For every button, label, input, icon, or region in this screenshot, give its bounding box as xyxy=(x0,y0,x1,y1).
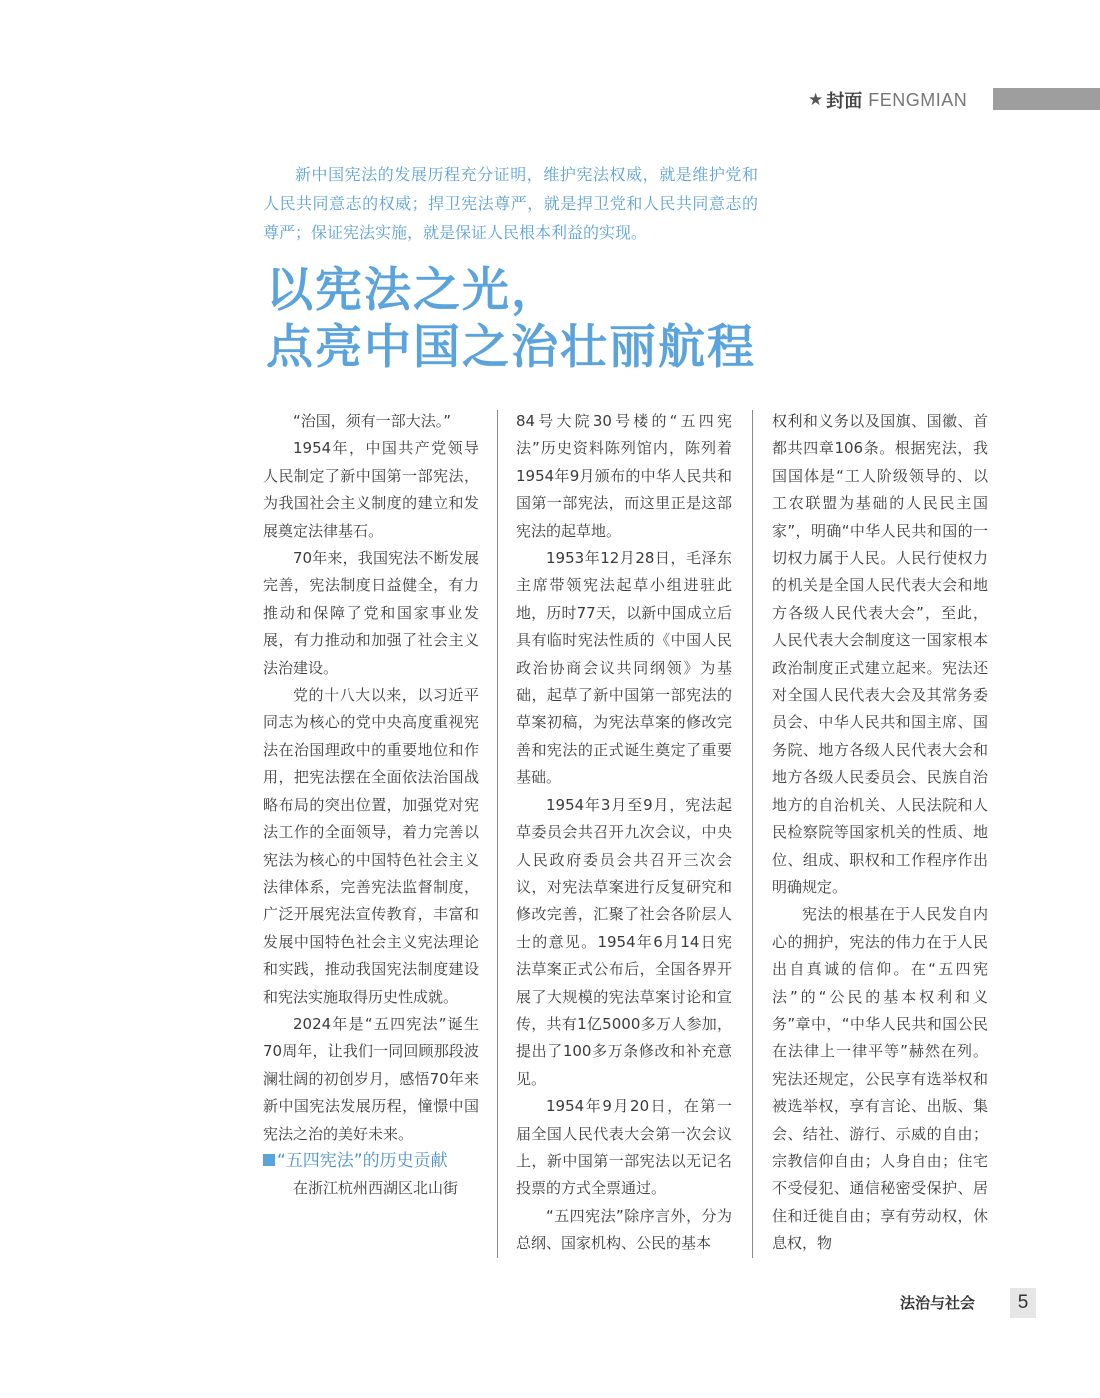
paragraph: 在浙江杭州西湖区北山街 xyxy=(293,1179,459,1198)
lead-text: 新中国宪法的发展历程充分证明，维护宪法权威，就是维护党和人民共同意志的权威；捍卫宪法尊严，就是捍卫党和人民共同意志的尊严；保证宪法实施，就是保证人民根本利益的实现。 xyxy=(263,165,758,242)
header-decor-bar xyxy=(993,88,1100,110)
title-line-2: 点亮中国之治壮丽航程 xyxy=(266,320,756,375)
section-header xyxy=(808,88,967,112)
subheading-text: “五四宪法”的历史贡献 xyxy=(277,1150,448,1171)
column-2 xyxy=(516,408,732,1258)
magazine-name: 法治与社会 xyxy=(900,1294,976,1312)
column-3 xyxy=(772,408,988,1258)
paragraph: 70年来，我国宪法不断发展完善，宪法制度日益健全，有力推动和保障了党和国家事业发展，有力推动和加强了社会主义法治建设。 xyxy=(263,549,479,677)
square-bullet-icon xyxy=(263,1154,275,1166)
paragraph-continued: 84号大院30号楼的“五四宪法”历史资料陈列馆内，陈列着1954年9月颁布的中华人民共和国第一部宪法，而这里正是这部宪法的起草地。 xyxy=(516,412,732,540)
lead-paragraph xyxy=(263,160,758,247)
section-subheading xyxy=(263,1148,479,1175)
paragraph: “治国，须有一部大法。” xyxy=(293,412,452,430)
title-line-1: 以宪法之光， xyxy=(266,263,560,318)
column-divider xyxy=(497,410,498,1258)
paragraph: 1954年3月至9月，宪法起草委员会共召开九次会议，中央人民政府委员会共召开三次会议，对宪法草案进行反复研究和修改完善，汇聚了社会各阶层人士的意见。1954年6月14日宪法草案正式公布后，全国各界开展了大规模的宪法草案讨论和宣传，共有1亿5000多万人参加，提出了100多万条修改和补充意见。 xyxy=(516,795,732,1088)
paragraph: 2024年是“五四宪法”诞生70周年，让我们一同回顾那段波澜壮阔的初创岁月，感悟70年来新中国宪法发展历程，憧憬中国宪法之治的美好未来。 xyxy=(263,1014,479,1143)
paragraph-continued: 权利和义务以及国旗、国徽、首都共四章106条。根据宪法，我国国体是“工人阶级领导的、以工农联盟为基础的人民民主国家”，明确“中华人民共和国的一切权力属于人民。人民行使权力的机关是全国人民代表大会和地方各级人民代表大会”，至此，人民代表大会制度这一国家根本政治制度正式建立起来。宪法还对全国人民代表大会及其常务委员会、中华人民共和国主席、国务院、地方各级人民代表大会和地方各级人民委员会、民族自治地方的自治机关、人民法院和人民检察院等国家机关的性质、地位、组成、职权和工作程序作出明确规定。 xyxy=(772,412,988,896)
page-number: 5 xyxy=(1010,1288,1036,1318)
paragraph: 1954年，中国共产党领导人民制定了新中国第一部宪法，为我国社会主义制度的建立和发展奠定法律基石。 xyxy=(263,439,479,540)
column-1 xyxy=(263,408,479,1203)
section-name-en: FENGMIAN xyxy=(868,89,968,110)
column-divider xyxy=(752,410,753,1258)
paragraph: 宪法的根基在于人民发自内心的拥护，宪法的伟力在于人民出自真诚的信仰。在“五四宪法”的“公民的基本权利和义务”章中，“中华人民共和国公民在法律上一律平等”赫然在列。宪法还规定，公民享有选举权和被选举权，享有言论、出版、集会、结社、游行、示威的自由；宗教信仰自由；人身自由；住宅不受侵犯、通信秘密受保护、居住和迁徙自由；享有劳动权，休息权，物 xyxy=(772,905,988,1253)
article-title xyxy=(266,262,786,376)
paragraph: 党的十八大以来，以习近平同志为核心的党中央高度重视宪法在治国理政中的重要地位和作用，把宪法摆在全面依法治国战略布局的突出位置，加强党对宪法工作的全面领导，着力完善以宪法为核心的中国特色社会主义法律体系，完善宪法监督制度，广泛开展宪法宣传教育，丰富和发展中国特色社会主义宪法理论和实践，推动我国宪法制度建设和宪法实施取得历史性成就。 xyxy=(263,686,479,1006)
star-icon: ★ xyxy=(808,90,824,110)
paragraph: 1953年12月28日，毛泽东主席带领宪法起草小组进驻此地，历时77天，以新中国成立后具有临时宪法性质的《中国人民政治协商会议共同纲领》为基础，起草了新中国第一部宪法的草案初稿，为宪法草案的修改完善和宪法的正式诞生奠定了重要基础。 xyxy=(516,549,732,787)
paragraph: “五四宪法”除序言外，分为总纲、国家机构、公民的基本 xyxy=(516,1206,732,1253)
section-name-cn: 封面 xyxy=(826,91,863,112)
paragraph: 1954年9月20日，在第一届全国人民代表大会第一次会议上，新中国第一部宪法以无记名投票的方式全票通过。 xyxy=(516,1097,732,1198)
